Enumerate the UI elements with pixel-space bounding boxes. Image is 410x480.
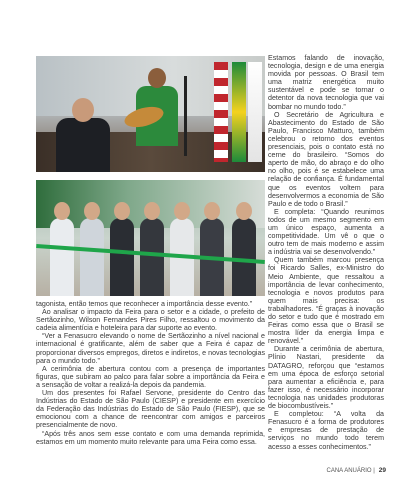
flag-white (248, 62, 262, 162)
paragraph: Um dos presentes foi Rafael Servone, presidente do Centro das Indústrias do Estado de São Paulo (CIESP) e presidente em exercício da Federação das Indústrias do Estado de São Paulo (FIESP), que se emocionou com a chance de reencontrar com amigos e parceiros presencialmente de novo. (36, 389, 265, 430)
paragraph: Quem também marcou presença foi Ricardo Salles, ex-Ministro do Meio Ambiente, que ressaltou a importância de levar conhecimento, tecnologia e novos produtos para quem mais precisa: os trabalhadores. “É graças à inovação do setor e tudo que é mostrado em Feiras como essa que o Brasil se mostra líder da energia limpa e renovável.” (268, 256, 384, 346)
guitarist-head (148, 68, 166, 88)
person (110, 218, 134, 296)
paragraph: Durante a cerimônia de abertura, Plínio Nastari, presidente da DATAGRO, reforçou que “estamos em uma época de esforço setorial para aumentar a eficiência e, para fazer isso, é necessário incorporar tecnologia nas unidades produtoras de biocombustíveis.” (268, 345, 384, 411)
paragraph: Estamos falando de inovação, tecnologia, design e de uma energia movida por pessoas. O Brasil tem uma matriz energética muito sustentável e pode se tornar o detentor da nova tecnologia que vai bombar no mundo todo.” (268, 54, 384, 111)
person (140, 218, 164, 296)
person (80, 218, 104, 296)
flag-brazil (232, 62, 246, 162)
paragraph: A cerimônia de abertura contou com a presença de importantes figuras, que subiram ao palco para falar sobre a importância da Feira e a sensação de voltar a realizá-la depois da pandemia. (36, 364, 265, 389)
photo-stage-performance (36, 56, 265, 172)
publication-label: CANA ANUÁRIO | (326, 468, 375, 474)
page-footer (327, 467, 386, 474)
paragraph: O Secretário de Agricultura e Abastecimento do Estado de São Paulo, Francisco Matturo, também celebrou o retorno dos eventos presenciais, pois o contato está no cerne do brasileiro. “Somos do aperto de mão, do abraço e do olho no olho, pois é se estabelece uma relação de confiança. É fundamental que os eventos voltem para desenvolvermos a economia de São Paulo e de todo o Brasil.” (268, 110, 384, 208)
paragraph: “Após três anos sem esse contato e com uma demanda reprimida, estamos em um momento muito relevante para uma Feira como essa. (36, 429, 265, 446)
text-column-right (268, 54, 384, 451)
paragraph: Ao analisar o impacto da Feira para o setor e a cidade, o prefeito de Sertãozinho, Wilson Fernandes Pires Filho, ressaltou o movimento da cadeia alimentícia e hoteleira para dar suporte ao evento. (36, 308, 265, 333)
microphone-stand (184, 76, 187, 156)
paragraph: “Ver a Fenasucro elevando o nome de Sertãozinho a nível nacional e internacional é gratificante, além de saber que a Feira é capaz de proporcionar diversos empregos, diretos e indiretos, e novas tecnologias para o mundo todo.” (36, 332, 265, 365)
photo-ribbon-cutting (36, 180, 265, 296)
photographer-body (56, 118, 110, 172)
person (50, 218, 74, 296)
page-number: 29 (378, 467, 386, 474)
text-column-left (36, 300, 265, 446)
paragraph: E completa: “Quando reunimos todos de um mesmo segmento em um único espaço, aumenta a competitividade. Um vê o que o outro tem de mais moderno e assim a indústria vai se desenvolvendo.” (268, 207, 384, 257)
flag-sao-paulo (214, 62, 228, 162)
photographer-head (72, 98, 94, 122)
paragraph: E completou: “A volta da Fenasucro é a forma de produtores e empresas de prestação de serviços no mundo todo terem acesso a esses conhecimentos.” (268, 410, 384, 451)
paragraph: tagonista, então temos que reconhecer a importância desse evento.” (36, 300, 253, 308)
